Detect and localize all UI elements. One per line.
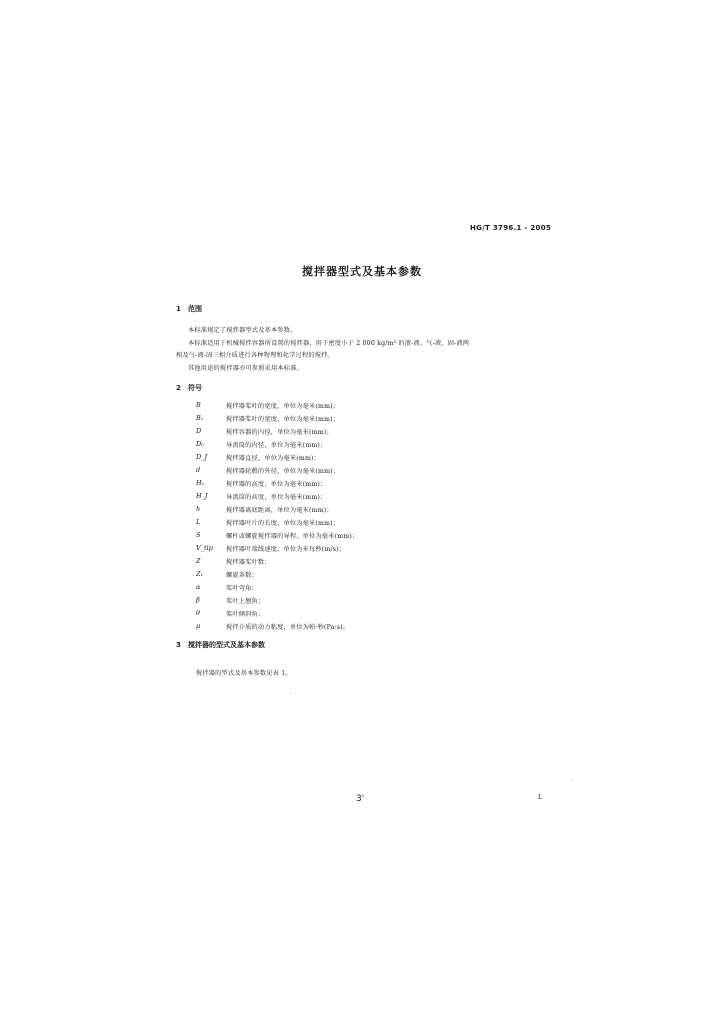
standard-code: HG/T 3796.1 - 2005 <box>470 224 552 232</box>
symbol-row <box>196 544 556 557</box>
scan-speck <box>572 780 573 781</box>
symbol: Z <box>196 557 201 565</box>
symbol-description: 搅拌器的高度，单位为毫米(mm)； <box>226 481 327 488</box>
corner-mark: L <box>538 794 542 801</box>
section-3-heading <box>176 640 265 650</box>
symbol-row <box>196 531 556 544</box>
page-number: 3' <box>356 794 365 804</box>
section-1-paragraph: 其他用途的搅拌器亦可参照采用本标准。 <box>188 365 303 372</box>
symbol: D₀ <box>196 440 204 448</box>
symbol: β <box>196 596 200 604</box>
symbol: B₁ <box>196 414 204 422</box>
symbol: L <box>196 518 201 526</box>
page-title: 搅拌器型式及基本参数 <box>302 265 422 278</box>
symbol: H_J <box>196 492 208 500</box>
symbol-description: 搅拌器离底距离，单位为毫米(mm)； <box>226 507 333 514</box>
section-1-heading <box>176 304 202 314</box>
section-3-number: 3 <box>176 641 181 649</box>
symbol-description: 搅拌器叶端线速度，单位为米每秒(m/s)； <box>226 546 346 553</box>
symbol-description: 搅拌器叶片的长度，单位为毫米(mm)； <box>226 520 340 527</box>
section-1-paragraph: 本标准规定了搅拌器型式及基本参数。 <box>188 327 297 334</box>
symbol-description: 搅拌器桨叶的宽度，单位为毫米(mm)； <box>226 403 340 410</box>
section-2-title: 符号 <box>188 384 202 392</box>
symbol: H₁ <box>196 479 205 487</box>
symbol-row <box>196 453 556 466</box>
symbol-description: 搅拌器直径，单位为毫米(mm)； <box>226 455 321 462</box>
section-1-paragraph: 相及气-液-固三相介质进行各种物理和化学过程的搅拌。 <box>176 352 334 359</box>
symbol: V_tip <box>196 544 213 552</box>
symbol-row <box>196 401 556 414</box>
symbol-description: 桨叶弯角； <box>226 585 258 592</box>
symbol-description: 导流筒的高度，单位为毫米(mm)； <box>226 494 327 501</box>
symbol-row <box>196 492 556 505</box>
symbol-row <box>196 505 556 518</box>
section-1-number: 1 <box>176 305 181 313</box>
symbol-description: 搅拌介质的动力粘度，单位为帕·秒(Pa·s)。 <box>226 624 350 631</box>
symbol-description: 搅拌器桨叶的宽度，单位为毫米(mm)； <box>226 416 340 423</box>
symbol-row <box>196 557 556 570</box>
symbol-row <box>196 609 556 622</box>
symbol: α <box>196 583 201 591</box>
symbol-description: 螺杆或螺旋搅拌器的导程，单位为毫米(mm)； <box>226 533 359 540</box>
symbol-row <box>196 583 556 596</box>
section-1-title: 范围 <box>188 305 202 313</box>
symbol-row <box>196 414 556 427</box>
symbol: S <box>196 531 201 539</box>
section-3-paragraph: 搅拌器的型式及基本参数见表 1。 <box>196 670 292 677</box>
symbol-row <box>196 622 556 635</box>
symbol-description: 搅拌器桨叶数； <box>226 559 271 566</box>
symbol-description: 搅拌容器的内径，单位为毫米(mm)； <box>226 429 333 436</box>
section-2-number: 2 <box>176 384 181 392</box>
symbol: μ <box>196 622 201 630</box>
symbol-row <box>196 479 556 492</box>
symbol: θ <box>196 609 200 617</box>
section-2-heading <box>176 383 202 393</box>
symbol-description: 导流筒的内径，单位为毫米(mm)； <box>226 442 327 449</box>
symbol: D <box>196 427 202 435</box>
symbol-description: 桨叶倾斜角； <box>226 611 265 618</box>
symbol-row <box>196 440 556 453</box>
symbol: h <box>196 505 201 513</box>
scan-speck <box>290 693 291 694</box>
symbol-row <box>196 570 556 583</box>
symbol-row <box>196 427 556 440</box>
section-1-paragraph: 本标准适用于机械搅拌容器所设置的搅拌器，用于密度小于 2 000 kg/m³ 的液-液、气-液、固-液两 <box>188 340 470 347</box>
symbol-row <box>196 596 556 609</box>
symbol: D_J <box>196 453 208 461</box>
symbol-row <box>196 466 556 479</box>
section-3-title: 搅拌器的型式及基本参数 <box>188 641 265 649</box>
symbol: Z₁ <box>196 570 204 578</box>
symbol-row <box>196 518 556 531</box>
symbol-description: 搅拌器轮毂的外径，单位为毫米(mm)； <box>226 468 340 475</box>
symbol: B <box>196 401 201 409</box>
symbol: d <box>196 466 201 474</box>
symbol-description: 桨叶上翘角； <box>226 598 265 605</box>
symbol-description: 螺旋条数； <box>226 572 258 579</box>
